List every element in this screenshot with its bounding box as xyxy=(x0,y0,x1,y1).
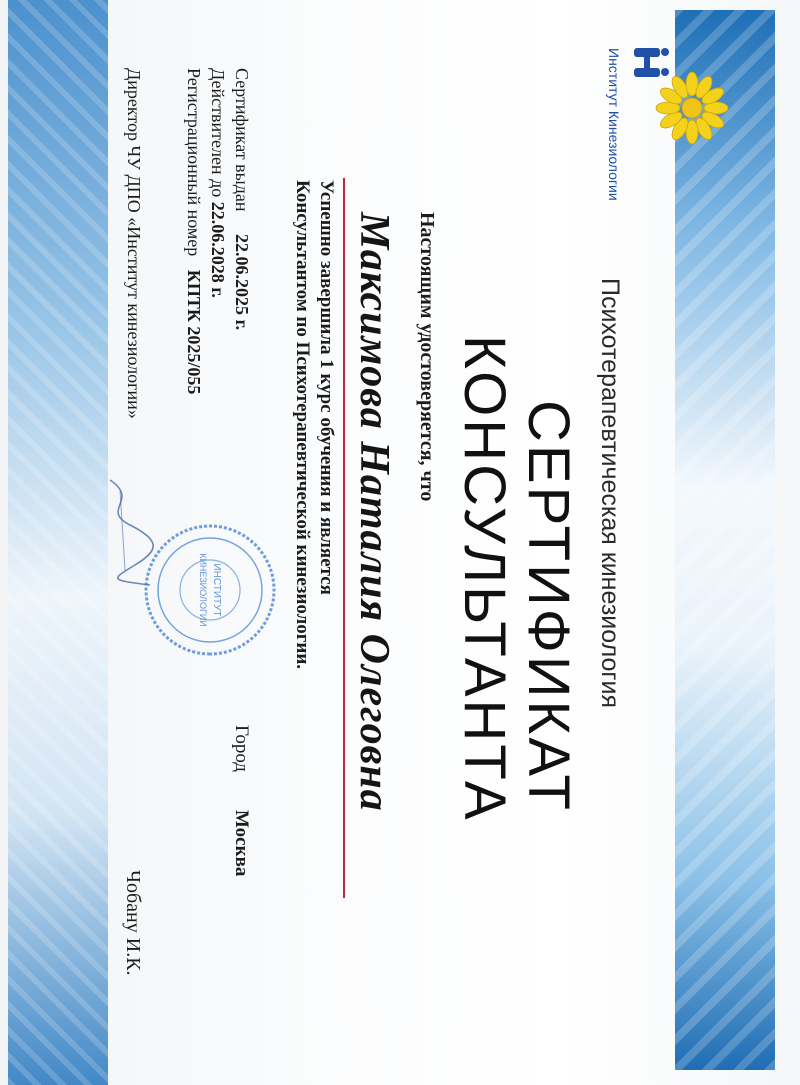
issued-date: 22.06.2025 г. xyxy=(232,234,252,331)
city-value: Москва xyxy=(231,810,252,877)
issued-row xyxy=(231,68,252,330)
signature-icon xyxy=(90,470,180,590)
organization-line: Психотерапевтическая кинезиология xyxy=(596,278,624,709)
svg-text:ИНСТИТУТ: ИНСТИТУТ xyxy=(211,563,222,617)
recipient-name: Максимова Наталия Олеговна xyxy=(351,212,397,812)
director-title: Директор ЧУ ДПО «Институт кинезиологии» xyxy=(124,68,144,419)
name-underline xyxy=(343,178,345,898)
institute-logo xyxy=(630,40,740,160)
registration-label: Регистрационный номер xyxy=(184,68,204,257)
signer-name: Чобану И.К. xyxy=(122,870,144,976)
valid-date: 22.06.2028 г. xyxy=(208,201,228,298)
valid-label: Действителен до xyxy=(208,68,228,198)
registration-row xyxy=(183,68,204,394)
description-line1: Успешно завершила 1 курс обучения и является xyxy=(316,180,337,595)
valid-row xyxy=(207,68,228,298)
registration-number: КПТК 2025/055 xyxy=(184,269,204,395)
logo-caption: Институт Кинезиологии xyxy=(606,48,622,201)
intro-text: Настоящим удостоверяется, что xyxy=(416,212,438,502)
svg-text:КИНЕЗИОЛОГИИ: КИНЕЗИОЛОГИИ xyxy=(198,553,208,627)
certificate-title-line1: СЕРТИФИКАТ xyxy=(516,400,581,813)
description-line2: Консультантом по Психотерапевтической кинезиологии. xyxy=(292,180,313,670)
city-label: Город xyxy=(231,725,252,772)
issued-label: Сертификат выдан xyxy=(232,68,252,212)
certificate-title-line2: КОНСУЛЬТАНТА xyxy=(452,335,517,823)
